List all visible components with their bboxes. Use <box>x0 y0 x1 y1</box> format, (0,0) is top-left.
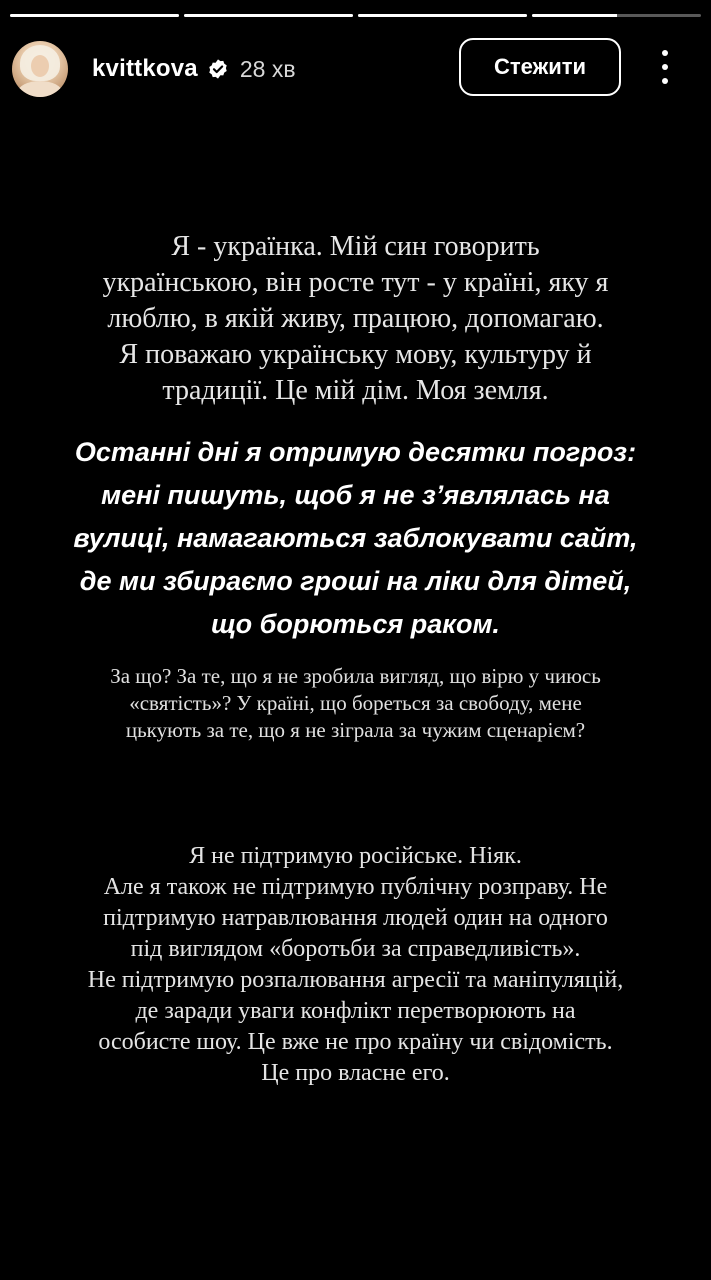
progress-segment-2 <box>184 14 353 17</box>
text-line: Це про власне его. <box>261 1060 450 1086</box>
text-line: де заради уваги конфлікт перетворюють на <box>135 998 576 1024</box>
text-line: що борються раком. <box>211 609 500 639</box>
text-line: традиції. Це мій дім. Моя земля. <box>162 375 549 406</box>
story-header <box>12 38 699 100</box>
verified-badge-icon <box>207 58 229 80</box>
progress-segment-3 <box>358 14 527 17</box>
text-line: де ми збираємо гроші на ліки для дітей, <box>79 566 632 596</box>
text-line: вулиці, намагаються заблокувати сайт, <box>73 523 638 553</box>
paragraph-threats <box>0 431 711 646</box>
text-line: Я - українка. Мій син говорить <box>171 231 540 262</box>
text-line: українською, він росте тут - у країні, яку я <box>102 267 609 298</box>
paragraph-position <box>0 841 711 1089</box>
text-line: під виглядом «боротьби за справедливість». <box>130 936 581 962</box>
text-line: За що? За те, що я не зробила вигляд, що вірю у чиюсь <box>110 664 601 688</box>
avatar[interactable] <box>12 41 68 97</box>
paragraph-question <box>0 663 711 744</box>
progress-segment-4 <box>532 14 701 17</box>
more-options-icon[interactable] <box>655 50 675 84</box>
text-line: «святість»? У країні, що бореться за свободу, мене <box>129 691 582 715</box>
text-line: підтримую натравлювання людей один на одного <box>103 905 608 931</box>
post-time: 28 хв <box>239 55 296 82</box>
text-line: Я не підтримую російське. Ніяк. <box>189 843 522 869</box>
progress-segment-1 <box>10 14 179 17</box>
text-line: люблю, в якій живу, працюю, допомагаю. <box>107 303 604 334</box>
text-line: Я поважаю українську мову, культуру й <box>119 339 592 370</box>
story-progress-bar <box>10 14 701 17</box>
text-line: Останні дні я отримую десятки погроз: <box>74 437 637 467</box>
username[interactable]: kvittkova <box>92 55 198 82</box>
text-line: Не підтримую розпалювання агресії та маніпуляцій, <box>87 967 624 993</box>
text-line: Але я також не підтримую публічну розправу. Не <box>103 874 608 900</box>
follow-button[interactable]: Стежити <box>459 38 621 96</box>
paragraph-identity <box>0 229 711 409</box>
text-line: цькують за те, що я не зіграла за чужим сценарієм? <box>125 718 586 742</box>
text-line: мені пишуть, щоб я не з’являлась на <box>101 480 610 510</box>
text-line: особисте шоу. Це вже не про країну чи свідомість. <box>98 1029 613 1055</box>
